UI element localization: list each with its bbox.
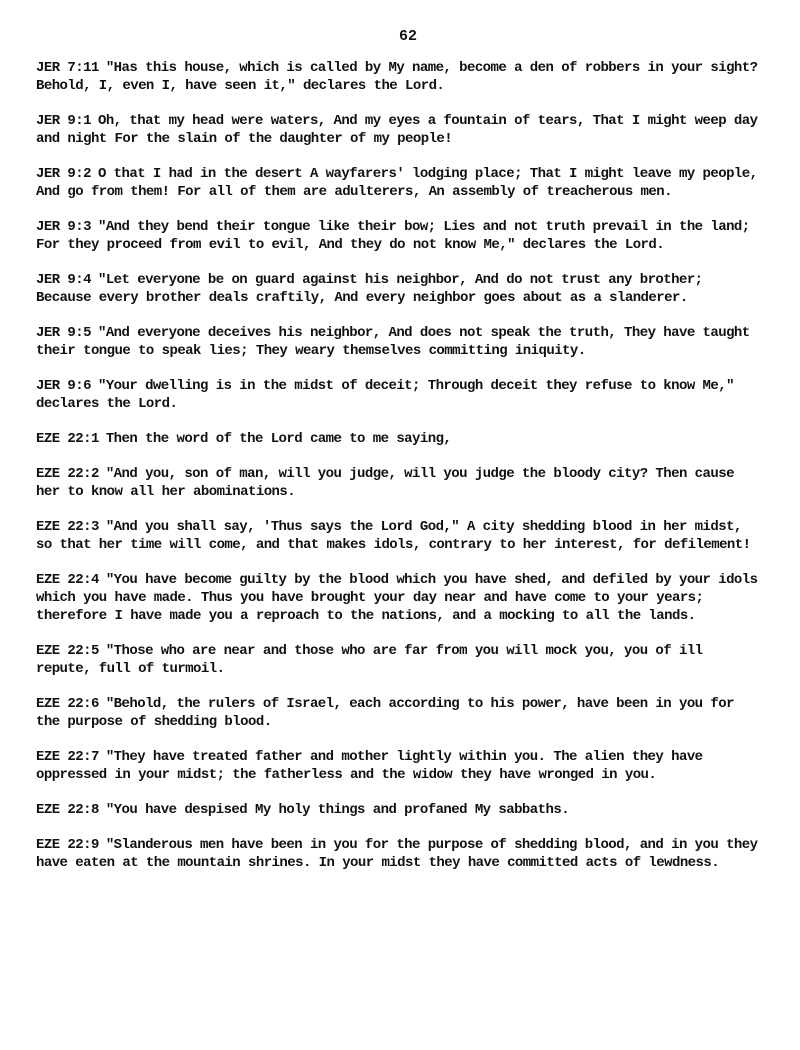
verse-text: "Your dwelling is in the midst of deceit; Through deceit they refuse to know Me," declares the Lord. [36,378,734,412]
verse-item [36,218,760,254]
verse-text: "And you shall say, 'Thus says the Lord God," A city shedding blood in her midst, so that her time will come, and that makes idols, contrary to her interest, for defilement! [36,519,751,553]
verse-ref: EZE 22:6 [36,696,99,712]
verse-ref: EZE 22:4 [36,572,99,588]
verse-item [36,836,760,872]
verse-item [36,518,760,554]
verse-text: "And they bend their tongue like their bow; Lies and not truth prevail in the land; For they proceed from evil to evil, And they do not know Me," declares the Lord. [36,219,750,253]
verse-text: Then the word of the Lord came to me saying, [105,431,452,447]
verse-text: "Behold, the rulers of Israel, each according to his power, have been in you for the purpose of shedding blood. [36,696,734,730]
verse-item [36,112,760,148]
verse-ref: JER 9:6 [36,378,91,394]
verse-list [36,59,760,872]
verse-text: "You have become guilty by the blood which you have shed, and defiled by your idols which you have made. Thus you have brought your day near and have come to your years; therefore I have made you a reproach to the nations, and a mocking to all the lands. [36,572,758,624]
page-number: 62 [398,28,417,45]
verse-ref: JER 9:1 [36,113,91,129]
verse-text: "Let everyone be on guard against his neighbor, And do not trust any brother; Because every brother deals craftily, And every neighbor goes about as a slanderer. [36,272,703,306]
verse-ref: JER 9:2 [36,166,91,182]
verse-item [36,695,760,731]
verse-text: "And you, son of man, will you judge, will you judge the bloody city? Then cause her to know all her abominations. [36,466,734,500]
verse-ref: EZE 22:7 [36,749,99,765]
verse-item [36,748,760,784]
verse-item [36,165,760,201]
verse-item [36,571,760,625]
verse-item [36,324,760,360]
verse-item [36,465,760,501]
verse-ref: EZE 22:9 [36,837,99,853]
verse-ref: EZE 22:8 [36,802,99,818]
verse-text: O that I had in the desert A wayfarers' lodging place; That I might leave my people, And go from them! For all of them are adulterers, An assembly of treacherous men. [36,166,758,200]
verse-ref: EZE 22:1 [36,431,99,447]
verse-text: Oh, that my head were waters, And my eyes a fountain of tears, That I might weep day and night For the slain of the daughter of my people! [36,113,758,147]
verse-ref: JER 9:4 [36,272,91,288]
verse-text: "Has this house, which is called by My name, become a den of robbers in your sight? Behold, I, even I, have seen it," declares the Lord. [36,60,758,94]
verse-ref: JER 9:3 [36,219,91,235]
verse-text: "And everyone deceives his neighbor, And does not speak the truth, They have taught their tongue to speak lies; They weary themselves committing iniquity. [36,325,750,359]
verse-text: "They have treated father and mother lightly within you. The alien they have oppressed in your midst; the fatherless and the widow they have wronged in you. [36,749,703,783]
verse-ref: JER 9:5 [36,325,91,341]
verse-text: "Those who are near and those who are far from you will mock you, you of ill repute, full of turmoil. [36,643,703,677]
verse-text: "Slanderous men have been in you for the purpose of shedding blood, and in you they have eaten at the mountain shrines. In your midst they have committed acts of lewdness. [36,837,758,871]
verse-ref: EZE 22:3 [36,519,99,535]
verse-item [36,59,760,95]
verse-text: "You have despised My holy things and profaned My sabbaths. [105,802,570,818]
verse-item [36,377,760,413]
verse-ref: EZE 22:5 [36,643,99,659]
verse-item [36,801,760,819]
verse-ref: JER 7:11 [36,60,99,76]
verse-ref: EZE 22:2 [36,466,99,482]
verse-item [36,271,760,307]
verse-item [36,430,760,448]
verse-item [36,642,760,678]
